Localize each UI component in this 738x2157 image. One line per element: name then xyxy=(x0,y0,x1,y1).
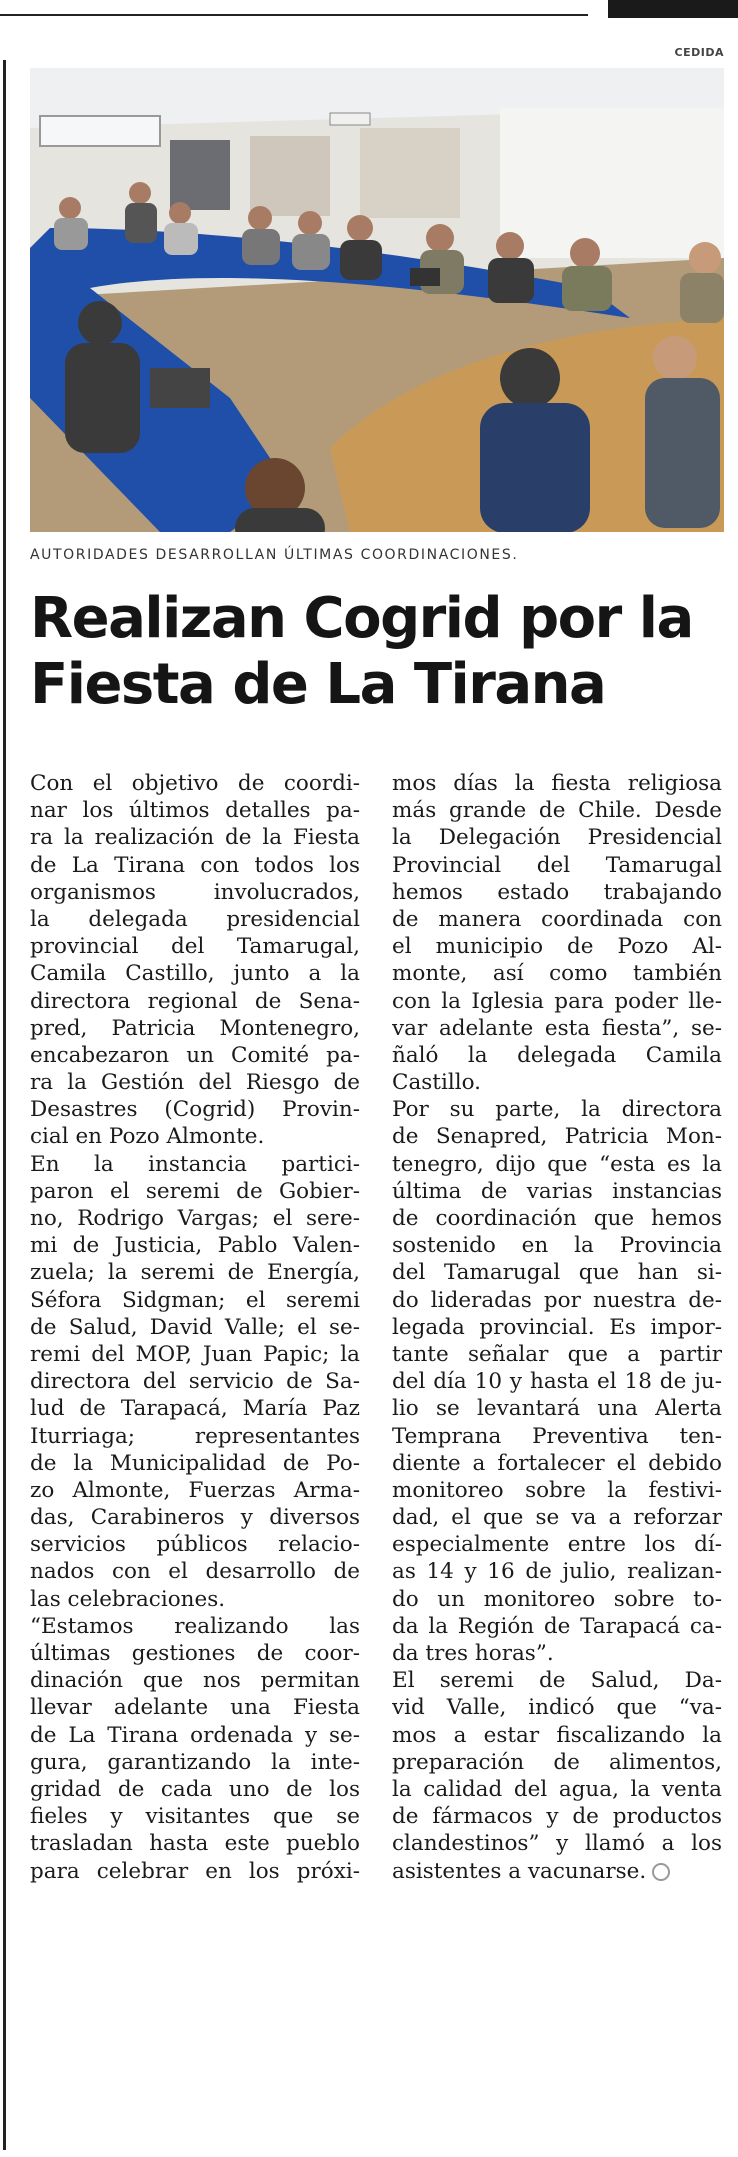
article-column-2 xyxy=(392,770,722,1885)
text-line: servicios públicos relacio- xyxy=(30,1532,360,1558)
text-line: con la Iglesia para poder lle- xyxy=(392,988,722,1014)
text-line: últimas gestiones de coor- xyxy=(30,1641,360,1666)
text-line: clandestinos” y llamó a los xyxy=(392,1831,722,1857)
text-line: de la Municipalidad de Po- xyxy=(30,1450,360,1476)
text-line: tenegro, dijo que “esta es la xyxy=(392,1151,722,1177)
text-line: lio se levantará una Alerta xyxy=(392,1396,722,1422)
text-line: de La Tirana ordenada y se- xyxy=(30,1722,360,1748)
text-line: monte, así como también xyxy=(392,961,722,987)
text-line: de Salud, David Valle; el se- xyxy=(30,1314,360,1340)
text-line: sostenido en la Provincia xyxy=(392,1233,722,1259)
text-line: trasladan hasta este pueblo xyxy=(30,1831,360,1857)
text-line: monitoreo sobre la festivi- xyxy=(392,1477,722,1503)
text-line: de La Tirana con todos los xyxy=(30,852,360,878)
text-line: de manera coordinada con xyxy=(392,906,722,932)
text-line: para celebrar en los próxi- xyxy=(30,1858,360,1884)
text-line: Desastres (Cogrid) Provin- xyxy=(30,1097,360,1123)
text-line: asistentes a vacunarse. xyxy=(392,1858,722,1885)
text-line: ra la realización de la Fiesta xyxy=(30,825,360,851)
text-line: En la instancia partici- xyxy=(30,1151,360,1177)
text-line: la Delegación Presidencial xyxy=(392,825,722,851)
text-line: El seremi de Salud, Da- xyxy=(392,1668,722,1694)
text-line: ñaló la delegada Camila xyxy=(392,1042,722,1068)
text-line: Castillo. xyxy=(392,1070,481,1096)
headline-line: Realizan Cogrid por la xyxy=(30,586,693,651)
text-line: encabezaron un Comité pa- xyxy=(30,1042,360,1068)
article-paragraph xyxy=(30,1613,360,1885)
text-line: preparación de alimentos, xyxy=(392,1749,722,1775)
text-line: var adelante esta fiesta”, se- xyxy=(392,1015,722,1041)
text-line: da tres horas”. xyxy=(392,1641,554,1666)
text-line: directora del servicio de Sa- xyxy=(30,1369,360,1395)
text-line: última de varias instancias xyxy=(392,1178,722,1204)
top-rule xyxy=(0,14,588,16)
text-line: llevar adelante una Fiesta xyxy=(30,1695,360,1721)
section-tab xyxy=(608,0,738,18)
text-line: organismos involucrados, xyxy=(30,879,360,905)
text-line: ra la Gestión del Riesgo de xyxy=(30,1070,360,1096)
text-line: dinación que nos permitan xyxy=(30,1668,360,1694)
text-line: do lideradas por nuestra de- xyxy=(392,1287,722,1313)
text-line: da la Región de Tarapacá ca- xyxy=(392,1613,722,1639)
text-line: el municipio de Pozo Al- xyxy=(392,934,722,960)
text-line: Con el objetivo de coordi- xyxy=(30,771,360,796)
text-line: paron el seremi de Gobier- xyxy=(30,1178,360,1204)
photo-credit: CEDIDA xyxy=(674,46,724,59)
headline xyxy=(30,586,720,718)
text-line: gura, garantizando la inte- xyxy=(30,1749,360,1775)
text-line: vid Valle, indicó que “va- xyxy=(392,1695,722,1721)
text-line: tante señalar que a partir xyxy=(392,1341,722,1367)
headline-line: Fiesta de La Tirana xyxy=(30,652,606,717)
article-paragraph xyxy=(392,1096,722,1667)
article-paragraph xyxy=(392,770,722,1096)
text-line: la calidad del agua, la venta xyxy=(392,1776,722,1802)
end-of-article-icon xyxy=(652,1863,670,1881)
text-line: de Senapred, Patricia Mon- xyxy=(392,1124,722,1150)
text-line: de coordinación que hemos xyxy=(392,1206,722,1231)
top-bar xyxy=(0,0,738,18)
text-line: mos a estar fiscalizando la xyxy=(392,1722,722,1748)
text-line: pred, Patricia Montenegro, xyxy=(30,1015,360,1041)
article-photo xyxy=(30,68,724,532)
text-line: fieles y visitantes que se xyxy=(30,1804,360,1830)
text-line: provincial del Tamarugal, xyxy=(30,934,360,960)
text-line: directora regional de Sena- xyxy=(30,988,360,1014)
article-paragraph xyxy=(30,770,360,1151)
article-paragraph xyxy=(30,1151,360,1613)
text-line: “Estamos realizando las xyxy=(30,1613,360,1639)
text-line: Provincial del Tamarugal xyxy=(392,852,722,878)
text-line: zo Almonte, Fuerzas Arma- xyxy=(30,1477,360,1503)
text-line: mos días la fiesta religiosa xyxy=(392,771,722,796)
text-line: del día 10 y hasta el 18 de ju- xyxy=(392,1369,722,1395)
text-line: gridad de cada uno de los xyxy=(30,1776,360,1802)
article-paragraph xyxy=(392,1667,722,1885)
text-line: especialmente entre los dí- xyxy=(392,1532,722,1558)
text-line: Iturriaga; representantes xyxy=(30,1423,360,1449)
meeting-room-illustration xyxy=(30,68,724,532)
text-line: nar los últimos detalles pa- xyxy=(30,798,360,824)
text-line: nados con el desarrollo de xyxy=(30,1559,360,1585)
article-column-1 xyxy=(30,770,360,1885)
text-line: no, Rodrigo Vargas; el sere- xyxy=(30,1206,360,1231)
text-line: del Tamarugal que han si- xyxy=(392,1260,722,1286)
text-line: Temprana Preventiva ten- xyxy=(392,1423,722,1449)
text-line: más grande de Chile. Desde xyxy=(392,798,722,824)
text-line: Por su parte, la directora xyxy=(392,1097,722,1123)
text-line: do un monitoreo sobre to- xyxy=(392,1586,722,1612)
text-line: das, Carabineros y diversos xyxy=(30,1505,360,1531)
text-line: remi del MOP, Juan Papic; la xyxy=(30,1341,360,1367)
text-line: las celebraciones. xyxy=(30,1586,226,1612)
text-line: hemos estado trabajando xyxy=(392,879,722,905)
text-line: diente a fortalecer el debido xyxy=(392,1450,722,1476)
text-line: lud de Tarapacá, María Paz xyxy=(30,1396,360,1422)
left-rule xyxy=(3,60,6,2150)
text-line: cial en Pozo Almonte. xyxy=(30,1124,265,1150)
text-line: as 14 y 16 de julio, realizan- xyxy=(392,1559,722,1585)
text-line: legada provincial. Es impor- xyxy=(392,1314,722,1340)
photo-caption: AUTORIDADES DESARROLLAN ÚLTIMAS COORDINACIONES. xyxy=(30,547,519,563)
text-line: de fármacos y de productos xyxy=(392,1804,722,1830)
text-line: zuela; la seremi de Energía, xyxy=(30,1260,360,1286)
text-line: la delegada presidencial xyxy=(30,906,360,932)
text-line: Séfora Sidgman; el seremi xyxy=(30,1287,360,1313)
text-line: Camila Castillo, junto a la xyxy=(30,961,360,987)
text-line: dad, el que se va a reforzar xyxy=(392,1505,722,1531)
text-line: mi de Justicia, Pablo Valen- xyxy=(30,1233,360,1259)
